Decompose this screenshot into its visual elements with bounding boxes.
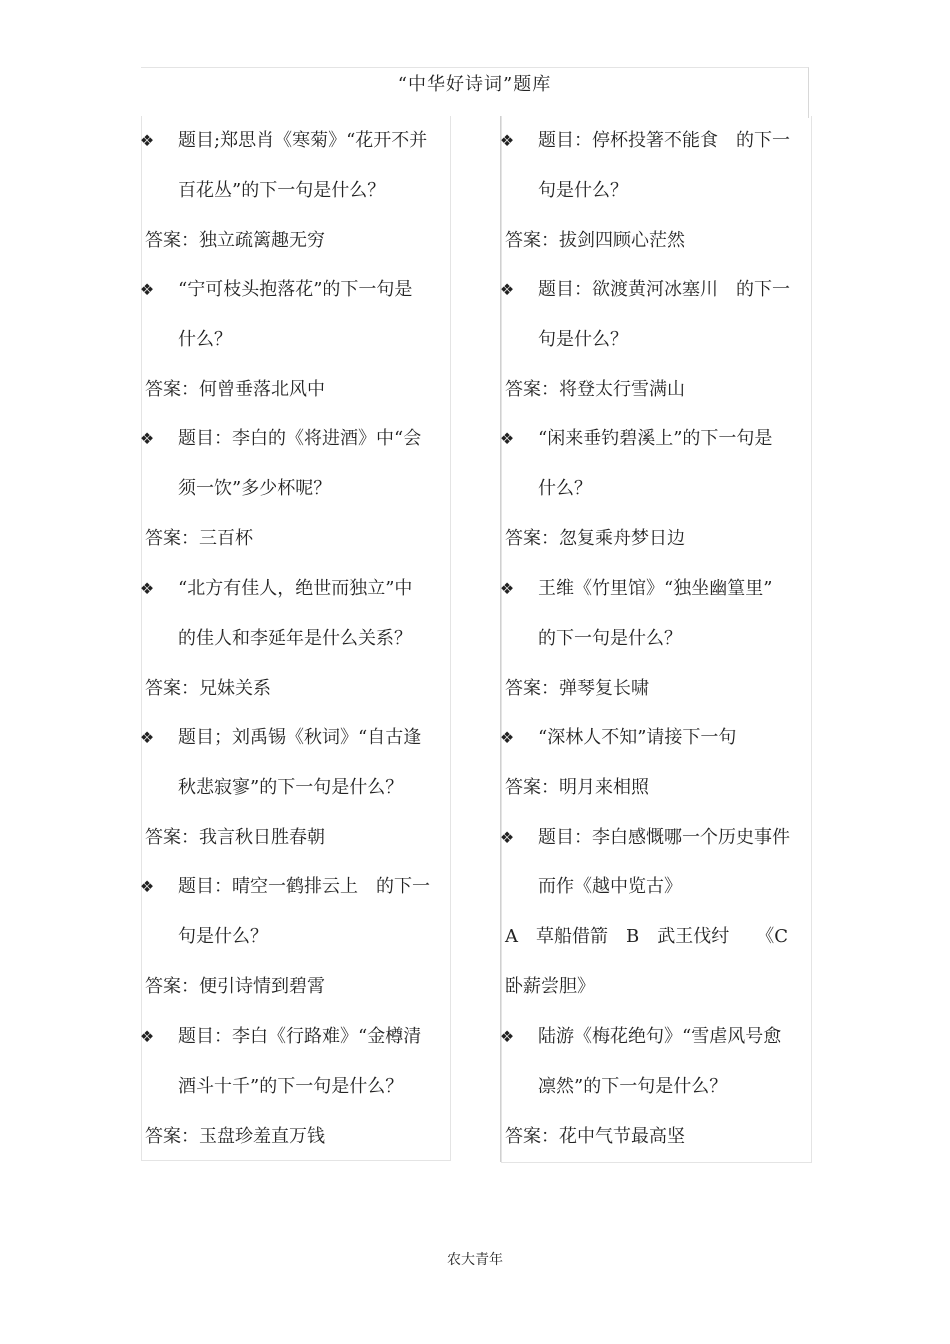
- bullet-icon: ❖: [139, 131, 155, 150]
- answer: 答案：兄妹关系: [145, 678, 271, 699]
- question-line: 王维《竹里馆》“独坐幽篁里”: [538, 578, 773, 599]
- question-10: [499, 414, 812, 464]
- bullet-icon: ❖: [139, 877, 155, 896]
- answer: 答案：便引诗情到碧霄: [145, 976, 325, 997]
- bullet-icon: ❖: [499, 728, 515, 747]
- question-11: [499, 564, 812, 614]
- question-line-2: 百花丛”的下一句是什么？: [178, 180, 386, 201]
- question-5: [139, 713, 452, 763]
- question-line-2: 须一饮”多少杯呢？: [178, 478, 332, 499]
- answer: 答案：独立疏篱趣无穷: [145, 230, 325, 251]
- answer: 答案：我言秋日胜春朝: [145, 827, 325, 848]
- question-line: 题目：晴空一鹤排云上 的下一: [178, 876, 430, 897]
- bullet-icon: ❖: [499, 579, 515, 598]
- question-line: “深林人不知”请接下一句: [538, 727, 737, 748]
- answer: 答案：花中气节最高坚: [505, 1126, 685, 1147]
- question-line: “闲来垂钓碧溪上”的下一句是: [538, 428, 773, 449]
- question-line: 题目：欲渡黄河冰塞川 的下一: [538, 279, 790, 300]
- question-line: 题目：李白《行路难》“金樽清: [178, 1026, 422, 1047]
- question-line-2: 什么？: [178, 329, 232, 350]
- question-7: [139, 1012, 452, 1062]
- question-9: [499, 265, 812, 315]
- question-line-2: 句是什么？: [538, 180, 628, 201]
- question-line: 题目：李白的《将进酒》中“会: [178, 428, 422, 449]
- question-line-2: 什么？: [538, 478, 592, 499]
- question-line: 题目；刘禹锡《秋词》“自古逢: [178, 727, 422, 748]
- question-12: [499, 713, 812, 763]
- answer: 答案：拔剑四顾心茫然: [505, 230, 685, 251]
- question-line: “北方有佳人，绝世而独立”中: [178, 578, 413, 599]
- bullet-icon: ❖: [499, 1027, 515, 1046]
- page-title: “中华好诗词”题库: [397, 74, 552, 95]
- question-line-2: 句是什么？: [538, 329, 628, 350]
- bullet-icon: ❖: [139, 429, 155, 448]
- question-line: 题目：停杯投箸不能食 的下一: [538, 130, 790, 151]
- page-footer: 农大青年: [447, 1252, 503, 1268]
- question-line: 题目;郑思肖《寒菊》“花开不并: [178, 130, 428, 151]
- answer: 答案：何曾垂落北风中: [145, 379, 325, 400]
- question-line: 题目：李白感慨哪一个历史事件: [538, 827, 790, 848]
- question-line-2: 的佳人和李延年是什么关系？: [178, 628, 412, 649]
- right-column: [501, 116, 812, 1163]
- answer: 答案：明月来相照: [505, 777, 649, 798]
- question-line-2: 酒斗十千”的下一句是什么？: [178, 1076, 404, 1097]
- options-line-1: A 草船借箭 B 武王伐纣 《C: [505, 926, 788, 947]
- question-line: 陆游《梅花绝句》“雪虐风号愈: [538, 1026, 782, 1047]
- question-1: [139, 116, 452, 166]
- bullet-icon: ❖: [499, 131, 515, 150]
- answer: 答案：忽复乘舟梦日边: [505, 528, 685, 549]
- question-3: [139, 414, 452, 464]
- question-line-2: 句是什么？: [178, 926, 268, 947]
- question-14: [499, 1012, 812, 1062]
- question-line-2: 秋悲寂寥”的下一句是什么？: [178, 777, 404, 798]
- answer: 答案：玉盘珍羞直万钱: [145, 1126, 325, 1147]
- question-line: “宁可枝头抱落花”的下一句是: [178, 279, 413, 300]
- bullet-icon: ❖: [139, 579, 155, 598]
- bullet-icon: ❖: [499, 280, 515, 299]
- answer: 答案：将登太行雪满山: [505, 379, 685, 400]
- answer: 答案：弹琴复长啸: [505, 678, 649, 699]
- answer: 答案：三百杯: [145, 528, 253, 549]
- question-13: [499, 813, 812, 863]
- options-line-2: 卧薪尝胆》: [505, 976, 595, 997]
- title-box: [141, 67, 809, 118]
- question-2: [139, 265, 452, 315]
- left-column: [141, 116, 451, 1161]
- bullet-icon: ❖: [499, 429, 515, 448]
- question-line-2: 而作《越中览古》: [538, 876, 682, 897]
- question-4: [139, 564, 452, 614]
- bullet-icon: ❖: [139, 728, 155, 747]
- question-line-2: 的下一句是什么？: [538, 628, 682, 649]
- question-8: [499, 116, 812, 166]
- question-6: [139, 862, 452, 912]
- question-line-2: 凛然”的下一句是什么？: [538, 1076, 728, 1097]
- bullet-icon: ❖: [139, 280, 155, 299]
- bullet-icon: ❖: [139, 1027, 155, 1046]
- bullet-icon: ❖: [499, 828, 515, 847]
